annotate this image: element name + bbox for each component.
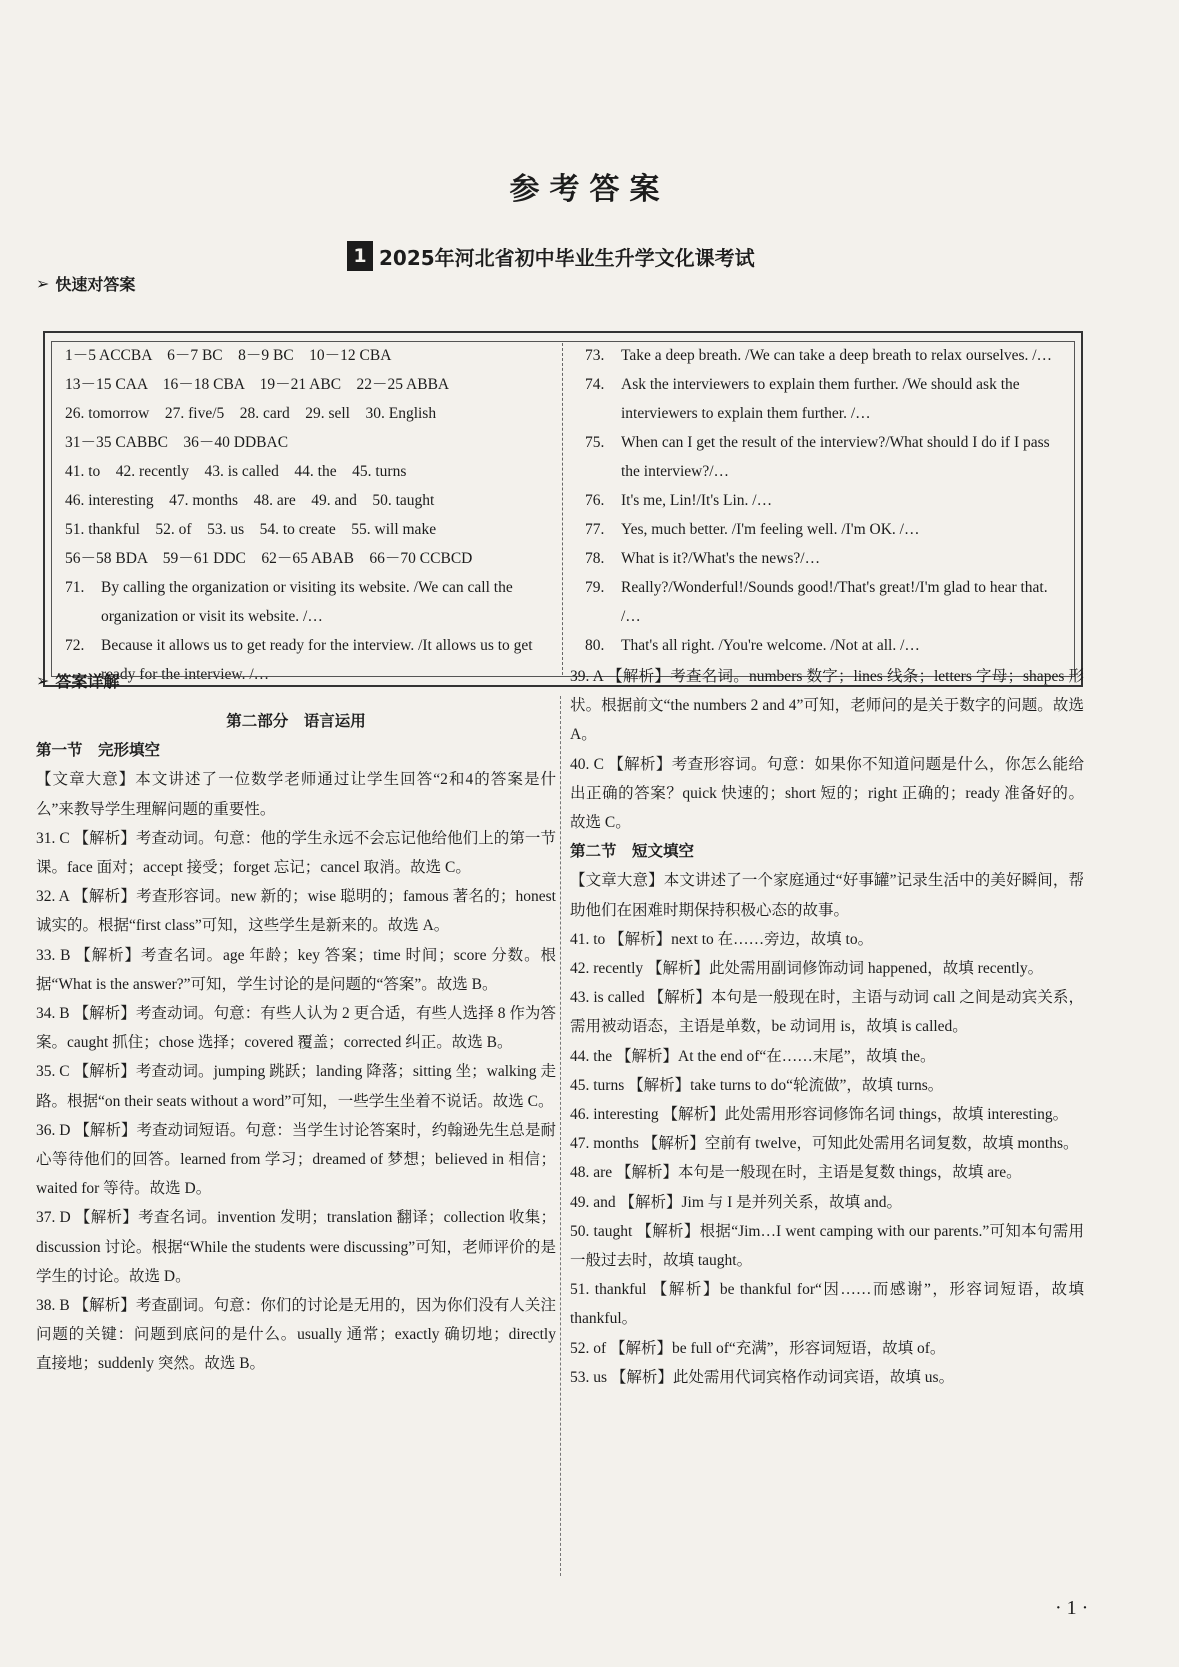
quick-answer-item (585, 370, 1065, 428)
explanation-item: 38. B 【解析】考查副词。句意：你们的讨论是无用的，因为你们没有人关注问题的关键：问题到底问的是什么。usually 通常；exactly 确切地；directly 直接地；suddenly 突然。故选 B。 (36, 1297, 556, 1373)
item-number: 78. (585, 550, 605, 567)
explanation-item: 36. D 【解析】考查动词短语。句意：当学生讨论答案时，约翰逊先生总是耐心等待他们的回答。learned from 学习；dreamed of 梦想；believed in 相信；waited for 等待。故选 D。 (36, 1121, 556, 1198)
item-number: 80. (585, 637, 605, 654)
column-separator (560, 696, 561, 1576)
section-title-fill-blanks: 第二节 短文填空 (570, 842, 695, 861)
arrow-icon: ➢ (36, 274, 50, 293)
item-answer: Ask the interviewers to explain them further. /We should ask the interviewers to explain them further. /… (621, 376, 1020, 422)
item-number: 71. (65, 579, 85, 596)
item-answer: It's me, Lin!/It's Lin. /… (621, 492, 773, 509)
explanation-item: 39. A 【解析】考查名词。numbers 数字；lines 线条；letters 字母；shapes 形状。根据前文“the numbers 2 and 4”可知，老师问的是关于数字的问题。故选 A。 (570, 668, 1084, 744)
explanation-item: 35. C 【解析】考查动词。jumping 跳跃；landing 降落；sitting 坐；walking 走路。根据“on their seats without a word”可知，一些学生坐着不说话。故选 C。 (36, 1063, 556, 1110)
quick-answer-item: 46. interesting 47. months 48. are 49. and 50. taught (65, 492, 435, 509)
explanation-item: 32. A 【解析】考查形容词。new 新的；wise 聪明的；famous 著名的；honest 诚实的。根据“first class”可知，这些学生是新来的。故选 A。 (36, 888, 556, 935)
quick-answers-left-column (65, 341, 551, 689)
page-number: · 1 · (1055, 1597, 1089, 1619)
quick-answer-item (585, 544, 1065, 573)
item-number: 76. (585, 492, 605, 509)
item-answer: When can I get the result of the interview?/What should I do if I pass the interview?/… (621, 434, 1050, 480)
exam-title-text: 2025年河北省初中毕业生升学文化课考试 (379, 245, 755, 270)
item-number: 77. (585, 521, 605, 538)
item-number: 73. (585, 347, 605, 364)
detail-heading-text: 答案详解 (55, 672, 120, 691)
article-summary: 【文章大意】本文讲述了一个家庭通过“好事罐”记录生活中的美好瞬间，帮助他们在困难时期保持积极心态的故事。 (570, 872, 1084, 919)
quick-answer-item: 41. to 42. recently 43. is called 44. the 45. turns (65, 463, 407, 480)
quick-answers-heading-text: 快速对答案 (55, 275, 136, 294)
item-answer: That's all right. /You're welcome. /Not at all. /… (621, 637, 920, 654)
exam-title (347, 240, 755, 272)
explanation-item: 48. are 【解析】本句是一般现在时，主语是复数 things，故填 are。 (570, 1164, 1022, 1182)
quick-answers-box (43, 331, 1083, 687)
explanation-list (570, 662, 1084, 837)
item-answer: Take a deep breath. /We can take a deep breath to relax ourselves. /… (621, 347, 1053, 364)
section-title-cloze: 第一节 完形填空 (36, 741, 161, 760)
quick-answer-item (585, 515, 1065, 544)
explanation-list (570, 925, 1084, 1392)
quick-answer-item: 31－35 CABBC 36－40 DDBAC (65, 434, 289, 451)
quick-answer-item (65, 631, 551, 689)
page-title: 参考答案 (509, 172, 670, 207)
explanation-item: 33. B 【解析】考查名词。age 年龄；key 答案；time 时间；score 分数。根据“What is the answer?”可知，学生讨论的是问题的“答案”。故选 B。 (36, 946, 556, 993)
quick-answer-item: 13－15 CAA 16－18 CBA 19－21 ABC 22－25 ABBA (65, 376, 450, 393)
explanation-item: 41. to 【解析】next to 在……旁边，故填 to。 (570, 930, 874, 948)
quick-answer-item (585, 486, 1065, 515)
explanation-list (36, 824, 556, 1379)
item-answer: Yes, much better. /I'm feeling well. /I'm OK. /… (621, 521, 920, 538)
item-answer: Because it allows us to get ready for the interview. /It allows us to get ready for the interview. /… (101, 637, 533, 683)
detail-right-column (570, 662, 1084, 1392)
item-number: 79. (585, 579, 605, 596)
explanation-item: 53. us 【解析】此处需用代词宾格作动词宾语，故填 us。 (570, 1368, 955, 1386)
explanation-item: 44. the 【解析】At the end of“在……末尾”，故填 the。 (570, 1047, 936, 1065)
quick-answer-item (585, 631, 1065, 660)
explanation-item: 42. recently 【解析】此处需用副词修饰动词 happened，故填 recently。 (570, 960, 1044, 978)
item-answer: By calling the organization or visiting its website. /We can call the organization or visit its website. /… (101, 579, 513, 625)
explanation-item: 31. C 【解析】考查动词。句意：他的学生永远不会忘记他给他们上的第一节课。face 面对；accept 接受；forget 忘记；cancel 取消。故选 C。 (36, 829, 556, 877)
explanation-item: 50. taught 【解析】根据“Jim…I went camping with our parents.”可知本句需用一般过去时，故填 taught。 (570, 1222, 1084, 1270)
box-divider (562, 343, 563, 675)
part-title: 第二部分 语言运用 (226, 712, 366, 730)
quick-answer-item: 1－5 ACCBA 6－7 BC 8－9 BC 10－12 CBA (65, 347, 392, 364)
article-summary: 【文章大意】本文讲述了一位数学老师通过让学生回答“2和4的答案是什么”来教导学生理解问题的重要性。 (36, 771, 556, 818)
quick-answer-item (585, 573, 1065, 631)
explanation-item: 45. turns 【解析】take turns to do“轮流做”，故填 turns。 (570, 1076, 944, 1094)
explanation-item: 34. B 【解析】考查动词。句意：有些人认为 2 更合适，有些人选择 8 作为答案。caught 抓住；chose 选择；covered 覆盖；corrected 纠正。故选 B。 (36, 1005, 556, 1052)
quick-answer-item (585, 428, 1065, 486)
explanation-item: 37. D 【解析】考查名词。invention 发明；translation 翻译；collection 收集；discussion 讨论。根据“While the students were discussing”可知，老师评价的是学生的讨论。故选 D。 (36, 1209, 556, 1285)
explanation-item: 49. and 【解析】Jim 与 I 是并列关系，故填 and。 (570, 1193, 902, 1211)
detail-heading (36, 669, 119, 692)
explanation-item: 51. thankful 【解析】be thankful for“因……而感谢”，形容词短语，故填 thankful。 (570, 1281, 1084, 1328)
item-answer: Really?/Wonderful!/Sounds good!/That's great!/I'm glad to hear that. /… (621, 579, 1048, 625)
quick-answer-item (585, 341, 1065, 370)
explanation-item: 46. interesting 【解析】此处需用形容词修饰名词 things，故填 interesting。 (570, 1106, 1069, 1124)
arrow-icon: ➢ (36, 671, 50, 690)
detail-left-column (36, 707, 556, 1379)
explanation-item: 52. of 【解析】be full of“充满”，形容词短语，故填 of。 (570, 1339, 946, 1357)
item-number: 75. (585, 434, 605, 451)
quick-answer-item: 51. thankful 52. of 53. us 54. to create 55. will make (65, 521, 437, 538)
item-answer: What is it?/What's the news?/… (621, 550, 821, 567)
explanation-item: 47. months 【解析】空前有 twelve，可知此处需用名词复数，故填 months。 (570, 1135, 1079, 1153)
item-number: 74. (585, 376, 605, 393)
quick-answer-item: 26. tomorrow 27. five/5 28. card 29. sell 30. English (65, 405, 437, 422)
explanation-item: 43. is called 【解析】本句是一般现在时，主语与动词 call 之间是动宾关系，需用被动语态，主语是单数，be 动词用 is，故填 is called。 (570, 989, 1084, 1036)
quick-answers-right-column (585, 341, 1065, 660)
quick-answers-heading (36, 272, 135, 295)
exam-number-badge: 1 (347, 241, 373, 271)
quick-answer-item: 56－58 BDA 59－61 DDC 62－65 ABAB 66－70 CCBCD (65, 550, 473, 567)
quick-answer-item (65, 573, 551, 631)
item-number: 72. (65, 637, 85, 654)
explanation-item: 40. C 【解析】考查形容词。句意：如果你不知道问题是什么，你怎么能给出正确的答案？quick 快速的；short 短的；right 正确的；ready 准备好的。故选 C。 (570, 755, 1084, 832)
